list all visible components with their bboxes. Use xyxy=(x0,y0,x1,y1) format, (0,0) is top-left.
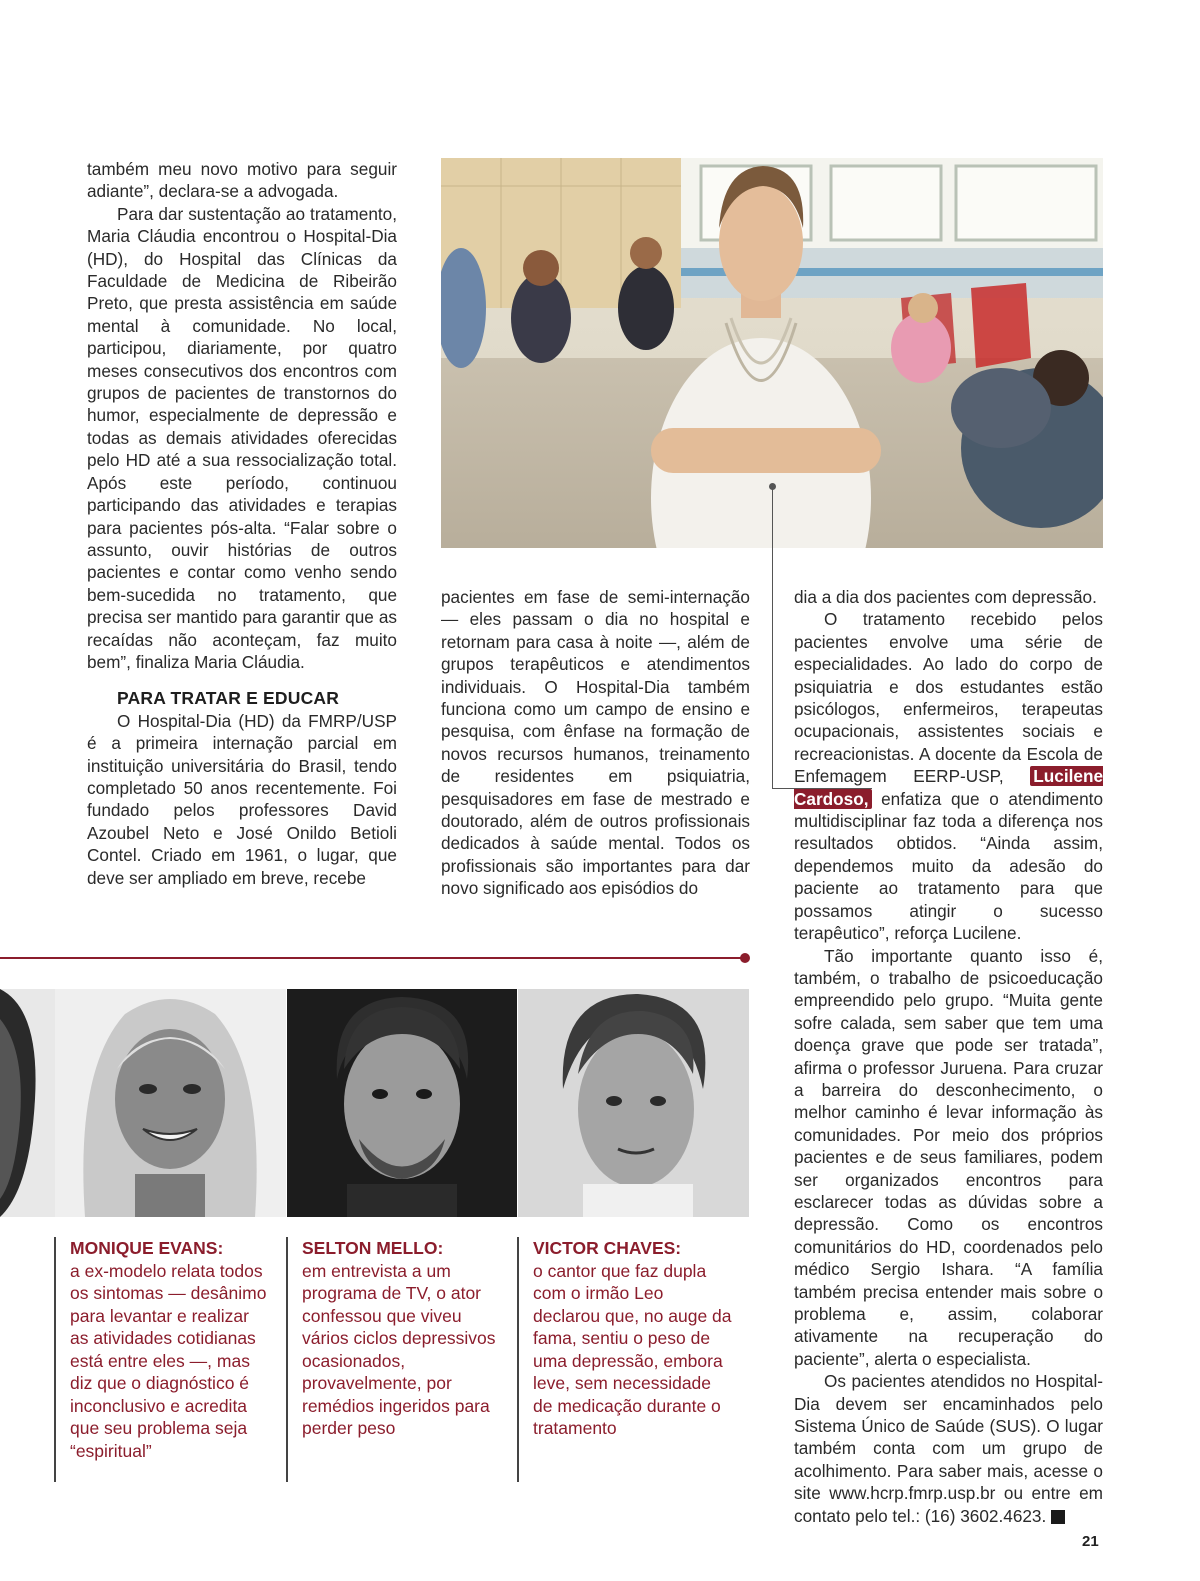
paragraph-text: O tratamento recebido pelos pacientes envolve uma série de especialidades. Ao lado do corpo de psiquiatria e dos estudantes estão psicólogos, enfermeiros, terapeutas ocupacionais, assistentes sociais e recreacionistas. A docente da Escola de Enfemagem EERP-USP, xyxy=(794,609,1103,787)
caption-name: MONIQUE EVANS: xyxy=(70,1238,224,1258)
paragraph: Tão importante quanto isso é, também, o trabalho de psicoeducação empreendido pelo grupo. “Muita gente sofre calada, sem saber que tem uma doença grave que pode ser tratada”, afirma o professor Juruena. Para cruzar a barreira do desconhecimento, o melhor caminho é levar informação às comunidades. Por meio dos próprios pacientes e de seus familiares, podem ser organizados encontros para esclarecer todas as dúvidas sobre a depressão. Como os encontros comunitários do HD, coordenados pelo médico Sergio Ishara. “A família também precisa entender mais sobre o problema e, assim, colaborar ativamente na recuperação do paciente”, alerta o especialista. xyxy=(794,945,1103,1369)
section-subheading: PARA TRATAR E EDUCAR xyxy=(117,688,340,709)
article-column-2 xyxy=(441,586,750,900)
caption-selton-mello xyxy=(286,1237,502,1482)
portrait-monique-evans xyxy=(55,989,286,1217)
highlighted-name: Lucilene Cardoso, xyxy=(794,766,1104,809)
page-number: 21 xyxy=(1082,1533,1099,1550)
caption-victor-chaves xyxy=(517,1237,733,1482)
caption-text: o cantor que faz dupla com o irmão Leo declarou que, no auge da fama, sentiu o peso de uma depressão, embora leve, sem necessidade de medicação durante o tratamento xyxy=(533,1260,732,1438)
article-column-3 xyxy=(794,586,1103,1527)
paragraph: pacientes em fase de semi-internação — eles passam o dia no hospital e retornam para casa à noite —, além de grupos terapêuticos e atendimentos individuais. O Hospital-Dia também funciona como um campo de ensino e pesquisa, com ênfase na formação de novos recursos humanos, treinamento de residentes em psiquiatria, pesquisadores em fase de mestrado e doutorado, além de outros profissionais dedicados à saúde mental. Todos os profissionais são importantes para dar novo significado aos episódios do xyxy=(441,587,750,899)
paragraph xyxy=(794,1370,1103,1527)
caption-text: a ex-modelo relata todos os sintomas — desânimo para levantar e realizar as atividades cotidianas está entre eles —, mas diz que o diagnóstico é inconclusivo e acredita que seu problema seja “espiritual” xyxy=(70,1260,267,1461)
portrait-victor-chaves xyxy=(518,989,749,1217)
paragraph-text: Os pacientes atendidos no Hospital-Dia devem ser encaminhados pelo Sistema Único de Saúde (SUS). O lugar também conta com um grupo de acolhimento. Para saber mais, acesse o site www.hcrp.fmrp.usp.br ou entre em contato pelo tel.: (16) 3602.4623. xyxy=(794,1371,1103,1526)
end-mark-icon: r xyxy=(1051,1510,1065,1524)
caption-name: SELTON MELLO: xyxy=(302,1238,444,1258)
paragraph: O Hospital-Dia (HD) da FMRP/USP é a primeira internação parcial em instituição universitária do Brasil, tendo completado 50 anos recentemente. Foi fundado pelos professores David Azoubel Neto e José Onildo Betioli Contel. Criado em 1961, o lugar, que deve ser ampliado em breve, recebe xyxy=(87,710,397,888)
portrait-cropped xyxy=(0,989,55,1217)
divider-dot xyxy=(740,953,750,963)
paragraph xyxy=(794,608,1103,944)
caption-text: em entrevista a um programa de TV, o ator confessou que viveu vários ciclos depressivos ocasionados, provavelmente, por remédios ingeridos para perder peso xyxy=(302,1260,496,1438)
section-divider xyxy=(0,957,742,959)
caption-name: VICTOR CHAVES: xyxy=(533,1238,682,1258)
paragraph-text: enfatiza que o atendimento multidisciplinar faz toda a diferença nos resultados obtidos. “Ainda assim, dependemos muito da adesão do paciente ao tratamento para que possamos atingir o sucesso terapêutico”, reforça Lucilene. xyxy=(794,788,1104,944)
paragraph: dia a dia dos pacientes com depressão. xyxy=(794,587,1097,607)
paragraph: Para dar sustentação ao tratamento, Maria Cláudia encontrou o Hospital-Dia (HD), do Hospital das Clínicas da Faculdade de Medicina de Ribeirão Preto, que presta assistência em saúde mental à comunidade. No local, participou, diariamente, por quatro meses consecutivos dos encontros com grupos de pacientes de transtornos do humor, especialmente de depressão e todas as demais atividades oferecidas pelo HD até a sua ressocialização total. Após este período, continuou participando das atividades e terapias para pacientes pós-alta. “Falar sobre o assunto, ouvir histórias de outros pacientes e contar como venho sendo bem-sucedida no tratamento, que precisa ser mantido para garantir que as recaídas não aconteçam, faz muito bem”, finaliza Maria Cláudia. xyxy=(87,203,397,672)
paragraph: também meu novo motivo para seguir adiante”, declara-se a advogada. xyxy=(87,159,397,202)
caption-monique-evans xyxy=(54,1237,270,1482)
callout-line xyxy=(772,486,773,788)
article-column-1 xyxy=(87,158,397,889)
portrait-selton-mello xyxy=(287,989,517,1217)
